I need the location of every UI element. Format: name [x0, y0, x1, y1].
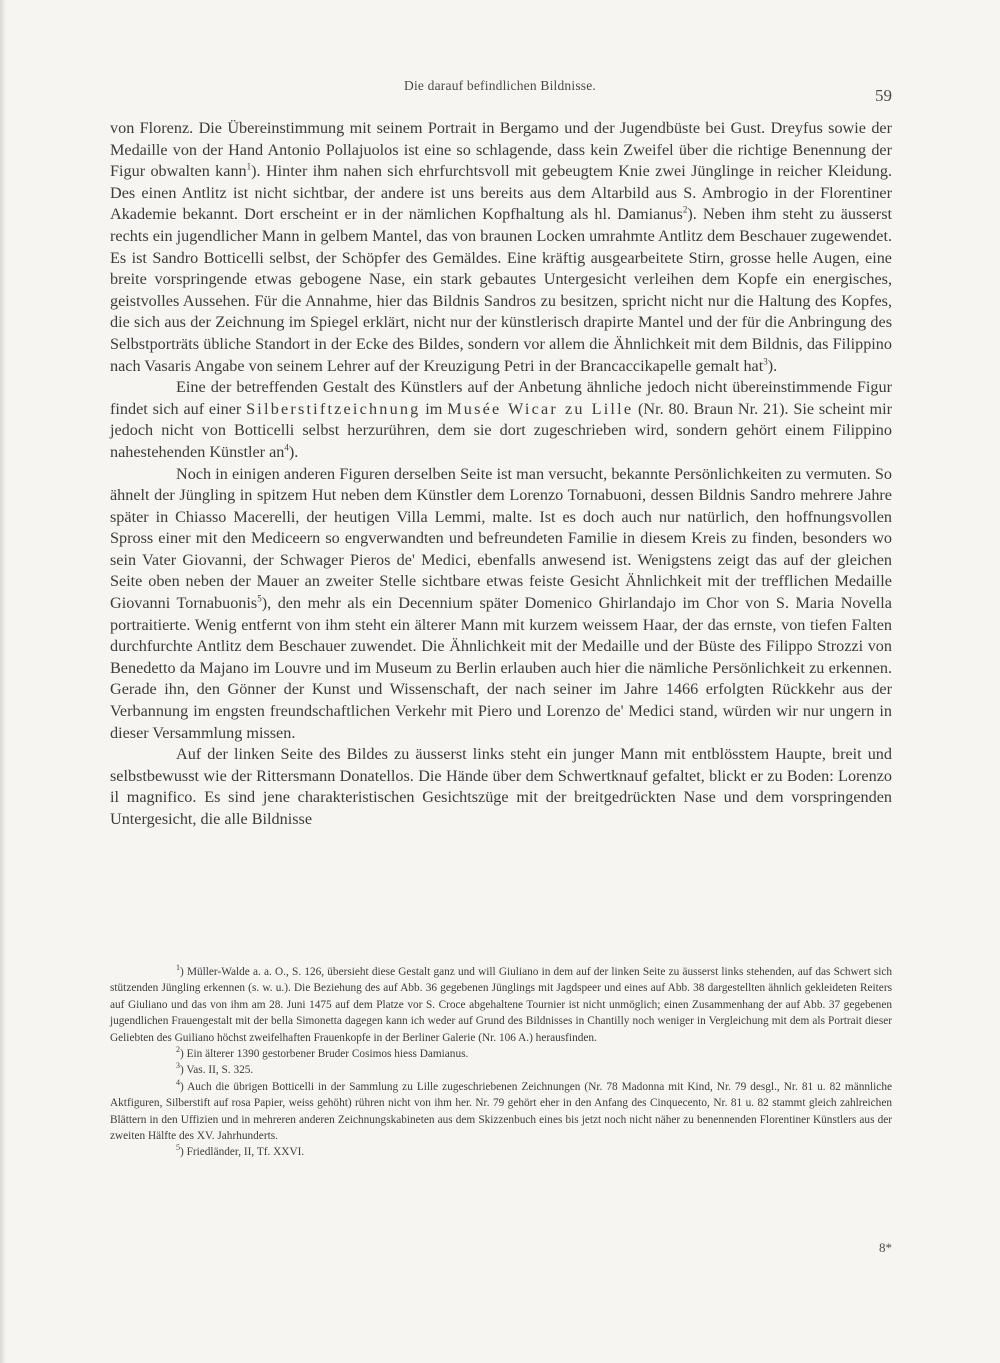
footnote: $^3$) Vas. II, S. 325. — [176, 1061, 254, 1077]
paragraph: von Florenz. Die Übereinstimmung mit seinem Portrait in Bergamo und der Jugendbüste bei Gust. Dreyfus sowie der Medaille von der Hand Antonio Pollajuolos ist eine so schlagende, dass kein Zweifel über die richtige Benennung der Figur obwalten kann$^1$). Hinter ihm nahen sich ehrfurchtsvoll mit gebeugtem Knie zwei Jünglinge in reicher Kleidung. Des einen Antlitz ist nicht sichtbar, der andere ist uns bereits aus dem Altarbild aus S. Ambrogio in der Florentiner Akademie bekannt. Dort erscheint er in der nämlichen Kopfhaltung als hl. Damianus$^2$). Neben ihm steht zu äusserst rechts ein jugendlicher Mann in gelbem Mantel, das von braunen Locken umrahmte Antlitz dem Beschauer zugewendet. Es ist Sandro Botticelli selbst, der Schöpfer des Gemäldes. Eine kräftig ausgearbeitete Stirn, grosse helle Augen, eine breite vorspringende etwas gebogene Nase, ein stark gebautes Untergesicht verleihen dem Kopfe ein energisches, geistvolles Aussehen. Für die Annahme, hier das Bildnis Sandros zu besitzen, spricht nicht nur die Haltung des Kopfes, die sich aus der Zeichnung im Spiegel erklärt, nicht nur der künstlerisch drapirte Mantel und der für die Anbringung des Selbstporträts übliche Standort in der Ecke des Bildes, sondern vor allem die Ähnlichkeit mit dem Bildnis, das Filippino nach Vasaris Angabe von seinem Lehrer auf der Kreuzigung Petri in der Brancaccikapelle gemalt hat$^3$). — [110, 119, 892, 375]
paragraph: Eine der betreffenden Gestalt des Künstlers auf der Anbetung ähnliche jedoch nicht übereinstimmende Figur findet sich auf einer Silberstiftzeichnung im Musée Wicar zu Lille (Nr. 80. Braun Nr. 21). Sie scheint mir jedoch nicht von Botticelli selbst herzurühren, dem sie dort zugeschrieben wird, sondern gehört einem Filippino nahestehenden Künstler $an^4$). — [110, 378, 892, 461]
footnote-ref[interactable]: 5 — [257, 593, 262, 604]
footnote-ref[interactable]: 2 — [682, 204, 688, 215]
signature-mark: 8* — [879, 1240, 892, 1255]
footnote-ref[interactable]: 4 — [284, 442, 289, 453]
footnote: $^1$) Müller-Walde a. a. O., S. 126, übersieht diese Gestalt ganz und will Giuliano in dem auf der linken Seite zu äusserst links stehenden, auf das Schwert sich stützenden Jüngling erkennen (s. w. u.). Die Beziehung des auf Abb. 36 gegebenen Jünglings mit Jagdspeer und eines auf Abb. 38 dargestellten ähnlich gekleideten Reiters auf Giuliano und das von ihm am 28. Juni 1475 auf dem Platze vor S. Croce abgehaltene Tournier ist nicht unmöglich; einen Zusammenhang der auf Abb. 37 gegebenen jugendlichen Frauengestalt mit der bella Simonetta dagegen kann ich weder auf Grund des Bildnisses in Chantilly noch weniger in Vergleichung mit dem als Portrait dieser Geliebten des Guiliano höchst zweifelhaften Frauenkopfe in der Berliner Galerie (Nr. 106 A.) herausfinden. — [110, 963, 892, 1044]
body-text — [110, 118, 892, 831]
footnote: $^5$) Friedländer, II, Tf. XXVI. — [176, 1143, 305, 1159]
page-edge-shadow — [0, 0, 6, 1363]
paragraph: Auf der linken Seite des Bildes zu äusserst links steht ein junger Mann mit entblösstem Haupte, breit und selbstbewusst wie der Rittersmann Donatellos. Die Hände über dem Schwertknauf gefaltet, blickt er zu Boden: Lorenzo il magnifico. Es sind jene charakteristischen Gesichtszüge mit der breitgedrückten Nase und dem vorspringenden Untergesicht, die alle Bildnisse — [110, 745, 892, 828]
paragraph: Noch in einigen anderen Figuren derselben Seite ist man versucht, bekannte Persönlichkeiten zu vermuten. So ähnelt der Jüngling in spitzem Hut neben dem Künstler dem Lorenzo Tornabuoni, dessen Bildnis Sandro mehrere Jahre später in Chiasso Macerelli, der heutigen Villa Lemmi, malte. Ist es doch auch nur natürlich, den hoffnungsvollen Spross einer mit den Mediceern so engverwandten und befreundeten Familie in diesem Kreis zu finden, besonders wo sein Vater Giovanni, der Schwager Pieros de' Medici, ebenfalls anwesend ist. Wenigstens zeigt das auf der gleichen Seite oben neben der Mauer an zweiter Stelle sichtbare etwas feiste Gesicht Ähnlichkeit mit der trefflichen Medaille Giovanni Tornabuonis$^5$), den mehr als ein Decennium später Domenico Ghirlandajo im Chor von S. Maria Novella portraitierte. Wenig entfernt von ihm steht ein älterer Mann mit kurzem weissem Haar, der das ernste, von tiefen Falten durchfurchte Antlitz dem Beschauer zuwendet. Die Ähnlichkeit mit der Medaille und der Büste des Filippo Strozzi von Benedetto da Majano im Louvre und im Museum zu Berlin erlauben auch hier die nämliche Persönlichkeit zu erkennen. Gerade ihn, den Gönner der Kunst und Wissenschaft, der nach seiner im Jahre 1466 erfolgten Rückkehr aus der Verbannung im engsten freundschaftlichen Verkehr mit Piero und Lorenzo de' Medici stand, würden wir nur ungern in dieser Versammlung missen. — [110, 464, 892, 742]
page-number: 59 — [875, 86, 892, 105]
footnote-ref[interactable]: 1 — [246, 161, 252, 172]
footnotes — [110, 964, 892, 1161]
spaced-term: Musée Wicar zu Lille — [447, 399, 634, 418]
running-head: Die darauf befindlichen Bildnisse. — [404, 78, 596, 93]
footnote-ref[interactable]: 3 — [763, 356, 768, 367]
footnote: $^4$) Auch die übrigen Botticelli in der Sammlung zu Lille zugeschriebenen Zeichnungen (Nr. 78 Madonna mit Kind, Nr. 79 desgl., Nr. 81 u. 82 männliche Aktfiguren, Silberstift auf rosa Papier, weiss gehöht) rühren nicht von ihm her. Nr. 79 gehört eher in den Anfang des Cinquecento, Nr. 81 u. 82 stammt gleich zahlreichen Blättern in den Uffizien und in mehreren anderen Zeichnungskabineten aus dem Skizzenbuch eines bis jetzt noch nicht näher zu benennenden Florentiner Künstlers aus der zweiten Hälfte des XV. Jahrhunderts. — [110, 1078, 892, 1143]
spaced-term: Silberstiftzeichnung — [246, 399, 421, 418]
footnote: $^2$) Ein älterer 1390 gestorbener Bruder Cosimos hiess Damianus. — [176, 1045, 469, 1061]
